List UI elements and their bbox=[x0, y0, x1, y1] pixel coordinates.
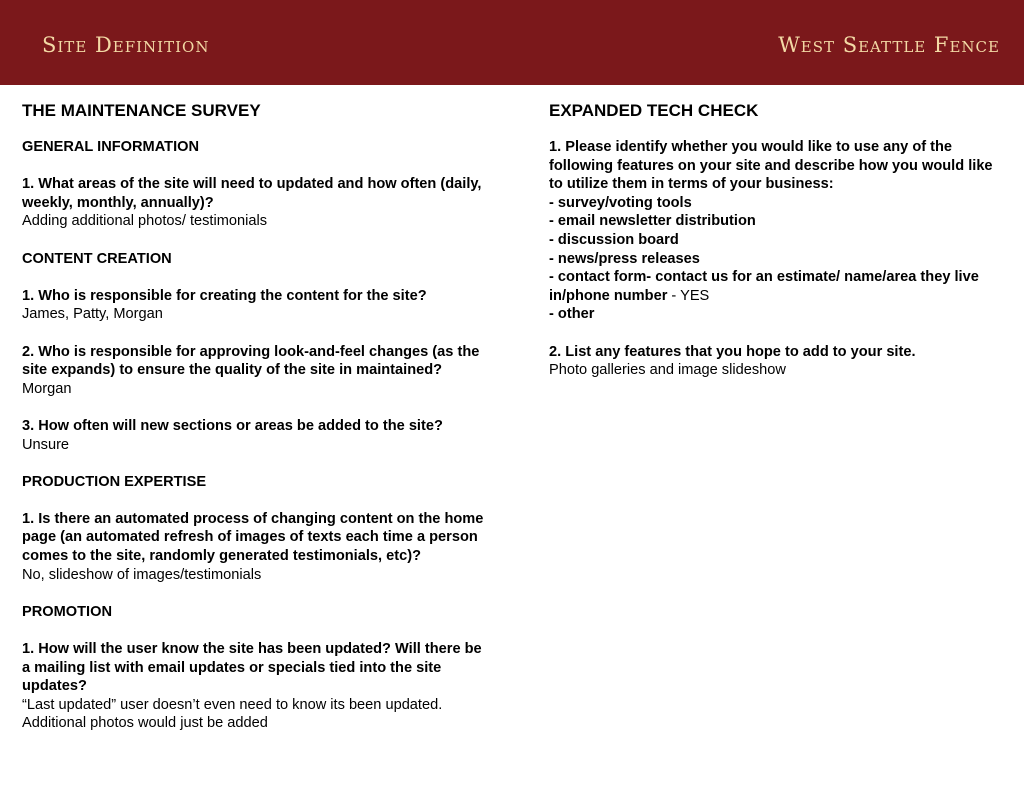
feature-contact-form-answer: - YES bbox=[667, 287, 710, 304]
content-question-1: 1. Who is responsible for creating the content for the site? bbox=[22, 287, 427, 304]
feature-item-contact-form bbox=[549, 268, 1009, 305]
general-answer-1: Adding additional photos/ testimonials bbox=[22, 213, 268, 230]
content-answer-2: Morgan bbox=[22, 380, 72, 397]
promotion-heading: PROMOTION bbox=[22, 603, 112, 620]
feature-item: - other bbox=[549, 306, 595, 323]
content-question-2: 2. Who is responsible for approving look-and-feel changes (as the site expands) to ensure the quality of the site in maintained? bbox=[22, 343, 480, 379]
general-information-heading: GENERAL INFORMATION bbox=[22, 139, 200, 155]
general-question-1: 1. What areas of the site will need to updated and how often (daily, weekly, monthly, annually)? bbox=[22, 176, 482, 211]
tech-question-2: 2. List any features that you hope to add to your site. bbox=[549, 343, 916, 360]
production-question-1: 1. Is there an automated process of changing content on the home page (an automated refresh of images of texts each time a person comes to the site, randomly generated testimonials, etc)? bbox=[22, 510, 484, 565]
promotion-answer-line-2: Additional photos would just be added bbox=[22, 715, 268, 732]
promotion-question-1: 1. How will the user know the site has been updated? Will there be a mailing list with email updates or specials tied into the site updates? bbox=[22, 641, 482, 695]
production-answer-1: No, slideshow of images/testimonials bbox=[22, 566, 262, 583]
client-name: West Seattle Fence bbox=[778, 33, 1000, 57]
production-expertise-heading: PRODUCTION EXPERTISE bbox=[22, 473, 207, 490]
content-answer-1: James, Patty, Morgan bbox=[22, 306, 163, 323]
tech-question-1: 1. Please identify whether you would like to use any of the following features on your site and describe how you would like to utilize them in terms of your business: bbox=[549, 139, 993, 193]
content-answer-3: Unsure bbox=[22, 436, 70, 453]
tech-check-title: EXPANDED TECH CHECK bbox=[549, 101, 759, 120]
feature-contact-form-label: - contact form- contact us for an estimate/ name/area they live in/phone number bbox=[549, 269, 979, 304]
content-question-3: 3. How often will new sections or areas be added to the site? bbox=[22, 417, 443, 434]
feature-item: - news/press releases bbox=[549, 250, 700, 267]
promotion-answer-line-1: “Last updated” user doesn’t even need to know its been updated. bbox=[22, 696, 443, 713]
feature-item: - discussion board bbox=[549, 231, 679, 248]
document-section-title: Site Definition bbox=[42, 33, 210, 57]
feature-item: - survey/voting tools bbox=[549, 194, 692, 211]
tech-check-column bbox=[549, 100, 1009, 380]
content-creation-heading: CONTENT CREATION bbox=[22, 250, 172, 267]
maintenance-survey-column bbox=[22, 100, 492, 733]
maintenance-survey-title: THE MAINTENANCE SURVEY bbox=[22, 101, 261, 120]
header-bar bbox=[0, 0, 1024, 85]
tech-answer-2: Photo galleries and image slideshow bbox=[549, 362, 786, 379]
feature-item: - email newsletter distribution bbox=[549, 213, 756, 230]
